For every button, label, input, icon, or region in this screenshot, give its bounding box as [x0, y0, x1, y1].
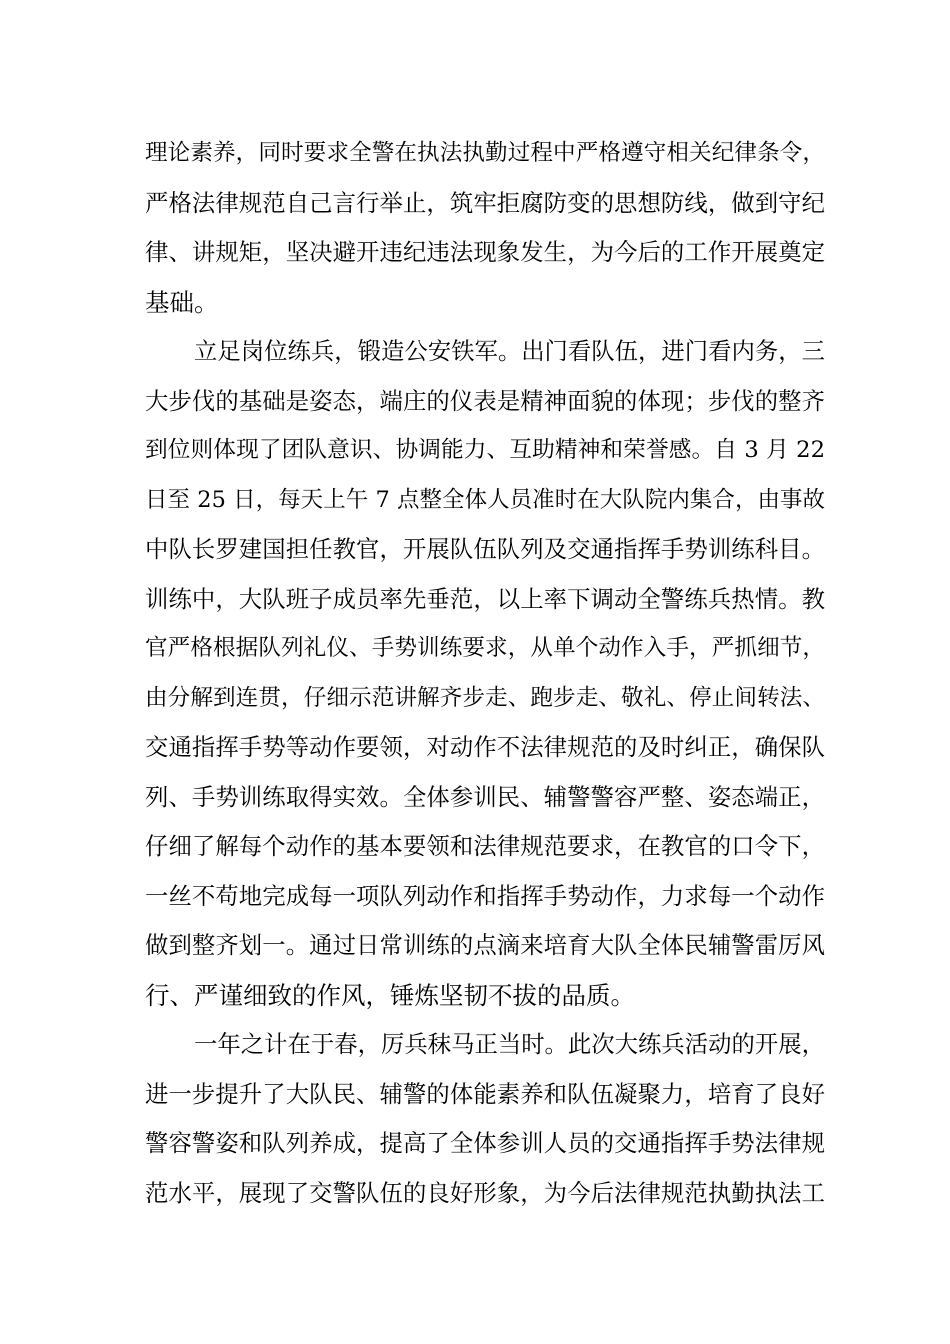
paragraph-2	[145, 327, 825, 1020]
text-line: 大步伐的基础是姿态，端庄的仪表是精神面貌的体现；步伐的整齐	[145, 386, 825, 415]
text-line: 严格法律规范自己言行举止，筑牢拒腐防变的思想防线，做到守纪	[145, 188, 825, 217]
text-line: 立足岗位练兵，锻造公安铁军。出门看队伍，进门看内务，三	[194, 337, 825, 365]
text-line: 理论素养，同时要求全警在执法执勤过程中严格遵守相关纪律条令，	[145, 140, 825, 166]
text-line: 律、讲规矩，坚决避开违纪违法现象发生，为今后的工作开展奠定	[145, 238, 825, 266]
text-line: 警容警姿和队列养成，提高了全体参训人员的交通指挥手势法律规	[145, 1129, 825, 1157]
text-line: 范水平，展现了交警队伍的良好形象，为今后法律规范执勤执法工	[145, 1178, 825, 1207]
text-line: 进一步提升了大队民、辅警的体能素养和队伍凝聚力，培育了良好	[145, 1079, 825, 1108]
text-line: 官严格根据队列礼仪、手势训练要求，从单个动作入手，严抓细节，	[145, 635, 825, 661]
text-line: 由分解到连贯，仔细示范讲解齐步走、跑步走、敬礼、停止间转法、	[145, 684, 825, 711]
text-line: 基础。	[145, 287, 219, 317]
text-line: 到位则体现了团队意识、协调能力、互助精神和荣誉感。自 3 月 22	[145, 437, 825, 463]
paragraph-3	[145, 1020, 825, 1218]
text-line: 行、严谨细致的作风，锤炼坚韧不拔的品质。	[145, 980, 635, 1010]
text-line: 一丝不苟地完成每一项队列动作和指挥手势动作，力求每一个动作	[145, 881, 825, 910]
text-line: 训练中，大队班子成员率先垂范，以上率下调动全警练兵热情。教	[145, 584, 825, 613]
text-line: 中队长罗建国担任教官，开展队伍队列及交通指挥手势训练科目。	[145, 535, 825, 563]
text-line: 日至 25 日，每天上午 7 点整全体人员准时在大队院内集合，由事故	[145, 486, 825, 513]
text-line: 列、手势训练取得实效。全体参训民、辅警警容严整、姿态端正，	[145, 782, 825, 811]
text-line: 一年之计在于春，厉兵秣马正当时。此次大练兵活动的开展，	[194, 1030, 825, 1058]
document-body	[145, 129, 825, 1218]
paragraph-1	[145, 129, 825, 327]
text-line: 仔细了解每个动作的基本要领和法律规范要求，在教官的口令下，	[145, 832, 825, 860]
text-line: 交通指挥手势等动作要领，对动作不法律规范的及时纠正，确保队	[145, 733, 825, 761]
text-line: 做到整齐划一。通过日常训练的点滴来培育大队全体民辅警雷厉风	[145, 931, 825, 959]
